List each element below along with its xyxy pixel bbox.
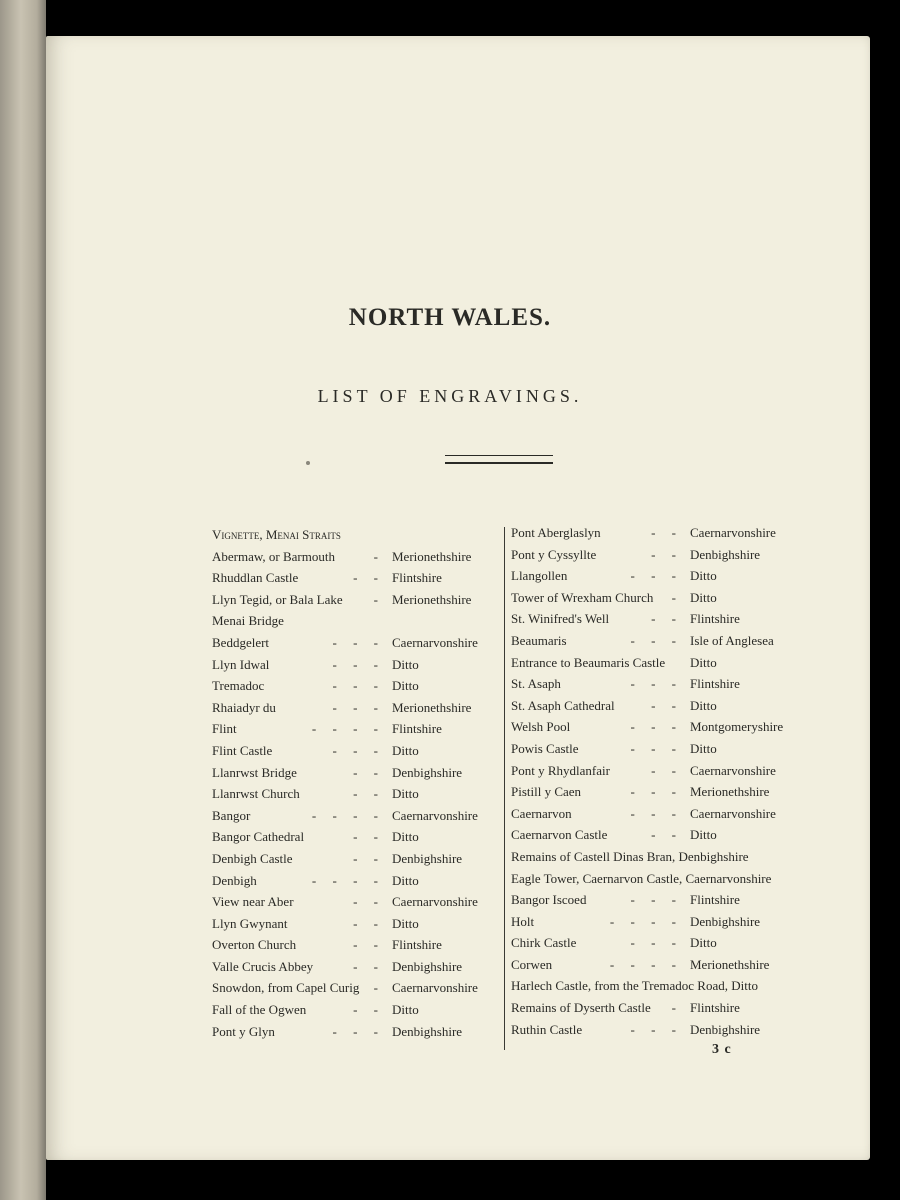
engraving-title: Denbigh Castle (212, 850, 293, 866)
engraving-title: Pont y Glyn (212, 1023, 275, 1039)
engraving-title: Welsh Pool (511, 719, 571, 735)
engraving-title: Chirk Castle (511, 935, 577, 951)
engraving-title: Tremadoc (212, 678, 265, 694)
county-name: Flintshire (690, 676, 740, 692)
list-item (212, 783, 502, 805)
list-item (212, 589, 502, 611)
county-name: Ditto (392, 829, 419, 845)
leader-dashes: - - - (332, 1023, 378, 1039)
list-item (212, 805, 502, 827)
county-name: Ditto (392, 656, 419, 672)
county-name: Merionethshire (392, 548, 472, 564)
list-item (511, 630, 811, 652)
engraving-title: Caernarvon (511, 805, 572, 821)
column-divider (504, 527, 505, 1050)
county-name: Denbighshire (690, 913, 761, 929)
engraving-title: Rhaiadyr du (212, 699, 276, 715)
engraving-title: Pont Aberglaslyn (511, 525, 601, 540)
list-item (511, 781, 811, 803)
list-item (212, 891, 502, 913)
county-name: Isle of Anglesea (690, 632, 774, 648)
engraving-title: Remains of Dyserth Castle (511, 1000, 651, 1016)
list-item (511, 1019, 811, 1041)
engraving-title: Llanrwst Bridge (212, 764, 297, 780)
leader-dashes: - - (353, 937, 378, 953)
engraving-title: Snowdon, from Capel Curig (212, 980, 360, 996)
list-item (511, 932, 811, 954)
engraving-title: Pont y Rhydlanfair (511, 762, 610, 778)
list-item (511, 868, 811, 890)
leader-dashes: - (671, 589, 676, 605)
county-name: Ditto (690, 935, 717, 951)
leader-dashes: - (373, 548, 378, 564)
county-name: Denbighshire (392, 850, 463, 866)
list-item (212, 870, 502, 892)
county-name: Ditto (392, 872, 419, 888)
county-name: Ditto (690, 654, 717, 670)
leader-dashes: - - (651, 546, 676, 562)
engraving-title: Llyn Gwynant (212, 915, 288, 931)
list-item (511, 911, 811, 933)
previous-page-edge (0, 0, 46, 1200)
engraving-title: Caernarvon Castle (511, 827, 608, 843)
list-item (212, 999, 502, 1021)
engraving-title: Pont y Cyssyllte (511, 546, 597, 562)
engraving-entry: Eagle Tower, Caernarvon Castle, Caernarvonshire (511, 870, 772, 886)
county-name: Flintshire (690, 892, 740, 908)
list-item (212, 762, 502, 784)
county-name: Caernarvonshire (690, 525, 776, 540)
list-item (212, 632, 502, 654)
list-item (511, 889, 811, 911)
engraving-entry: Harlech Castle, from the Tremadoc Road, Ditto (511, 978, 758, 994)
list-item (212, 697, 502, 719)
engraving-title: Flint Castle (212, 742, 273, 758)
list-item (511, 565, 811, 587)
leader-dashes: - - - (332, 634, 378, 650)
list-item (511, 738, 811, 760)
engraving-title: Bangor (212, 807, 251, 823)
county-name: Denbighshire (392, 1023, 463, 1039)
engraving-title: Tower of Wrexham Church (511, 589, 654, 605)
engraving-title: Menai Bridge (212, 613, 284, 629)
list-item (511, 975, 811, 997)
engraving-title: Ruthin Castle (511, 1021, 583, 1037)
leader-dashes: - - (353, 786, 378, 802)
engraving-title: St. Winifred's Well (511, 611, 610, 627)
leader-dashes: - - (353, 850, 378, 866)
leader-dashes: - - (651, 827, 676, 843)
list-item (212, 740, 502, 762)
engraving-title: Fall of the Ogwen (212, 1002, 307, 1018)
county-name: Ditto (392, 1002, 419, 1018)
leader-dashes: - - - (630, 632, 676, 648)
leader-dashes: - - - (630, 740, 676, 756)
engraving-title: Vignette, Menai Straits (212, 527, 341, 542)
leader-dashes: - - - - (311, 807, 378, 823)
list-item (511, 652, 811, 674)
county-name: Denbighshire (690, 1021, 761, 1037)
county-name: Caernarvonshire (690, 762, 776, 778)
list-item (212, 1021, 502, 1043)
engraving-title: Holt (511, 913, 535, 929)
engraving-title: Llangollen (511, 568, 568, 584)
county-name: Merionethshire (392, 699, 472, 715)
county-name: Denbighshire (392, 764, 463, 780)
leader-dashes: - (373, 980, 378, 996)
leader-dashes: - - - - (609, 913, 676, 929)
leader-dashes: - - (651, 762, 676, 778)
leader-dashes: - - (353, 570, 378, 586)
county-name: Ditto (392, 786, 419, 802)
leader-dashes: - - - (332, 699, 378, 715)
engraving-title: Beddgelert (212, 634, 270, 650)
folio-signature: 3 c (712, 1042, 732, 1057)
list-item (212, 848, 502, 870)
paper-speck (306, 461, 310, 465)
leader-dashes: - - - (630, 568, 676, 584)
county-name: Ditto (690, 568, 717, 584)
engraving-title: Pistill y Caen (511, 784, 582, 800)
county-name: Denbighshire (690, 546, 761, 562)
leader-dashes: - - (353, 764, 378, 780)
leader-dashes: - - (353, 829, 378, 845)
county-name: Ditto (690, 740, 717, 756)
leader-dashes: - - - - (609, 956, 676, 972)
county-name: Denbighshire (392, 958, 463, 974)
engraving-title: Overton Church (212, 937, 297, 953)
engraving-title: Flint (212, 721, 237, 737)
list-item (511, 760, 811, 782)
list-item (511, 846, 811, 868)
engraving-title: Llanrwst Church (212, 786, 300, 802)
leader-dashes: - - - (630, 784, 676, 800)
county-name: Flintshire (392, 721, 442, 737)
county-name: Caernarvonshire (392, 894, 478, 910)
engravings-list-left (212, 524, 502, 1042)
county-name: Caernarvonshire (690, 805, 776, 821)
leader-dashes: - - - (630, 805, 676, 821)
leader-dashes: - - - (630, 935, 676, 951)
engraving-title: Abermaw, or Barmouth (212, 548, 335, 564)
county-name: Caernarvonshire (392, 980, 478, 996)
county-name: Flintshire (392, 570, 442, 586)
leader-dashes: - - - (332, 656, 378, 672)
county-name: Ditto (392, 678, 419, 694)
engraving-title: Entrance to Beaumaris Castle (511, 654, 666, 670)
county-name: Merionethshire (690, 784, 770, 800)
engraving-title: Bangor Cathedral (212, 829, 305, 845)
list-item (212, 675, 502, 697)
list-item (511, 803, 811, 825)
county-name: Flintshire (690, 1000, 740, 1016)
leader-dashes: - - (651, 525, 676, 540)
county-name: Montgomeryshire (690, 719, 784, 735)
leader-dashes: - (671, 1000, 676, 1016)
list-item (511, 673, 811, 695)
engraving-title: Powis Castle (511, 740, 579, 756)
page-title: NORTH WALES. (348, 304, 552, 331)
county-name: Ditto (690, 589, 717, 605)
engraving-title: Llyn Tegid, or Bala Lake (212, 591, 343, 607)
leader-dashes: - - - (630, 892, 676, 908)
engraving-title: Llyn Idwal (212, 656, 270, 672)
list-item (212, 718, 502, 740)
leader-dashes: - - - (332, 678, 378, 694)
engraving-title: Beaumaris (511, 632, 567, 648)
list-item (212, 977, 502, 999)
list-item (212, 654, 502, 676)
list-item (212, 826, 502, 848)
county-name: Ditto (392, 915, 419, 931)
list-item (212, 913, 502, 935)
list-item (511, 587, 811, 609)
list-item (212, 567, 502, 589)
list-item (511, 695, 811, 717)
county-name: Merionethshire (392, 591, 472, 607)
engraving-title: Corwen (511, 956, 553, 972)
engraving-title: Bangor Iscoed (511, 892, 587, 908)
leader-dashes: - (373, 591, 378, 607)
list-item (511, 608, 811, 630)
leader-dashes: - - (651, 611, 676, 627)
list-item (212, 524, 502, 546)
list-item (212, 610, 502, 632)
county-name: Ditto (392, 742, 419, 758)
engraving-entry: Remains of Castell Dinas Bran, Denbighshire (511, 848, 749, 864)
engravings-list-right (511, 522, 811, 1040)
leader-dashes: - - (353, 1002, 378, 1018)
double-rule-divider (445, 455, 553, 464)
county-name: Ditto (690, 827, 717, 843)
leader-dashes: - - - - (311, 872, 378, 888)
leader-dashes: - - (353, 894, 378, 910)
county-name: Flintshire (690, 611, 740, 627)
engraving-title: Valle Crucis Abbey (212, 958, 314, 974)
leader-dashes: - - (353, 958, 378, 974)
county-name: Flintshire (392, 937, 442, 953)
engraving-title: St. Asaph (511, 676, 561, 692)
leader-dashes: - - - (630, 676, 676, 692)
list-item (212, 956, 502, 978)
leader-dashes: - - - - (311, 721, 378, 737)
county-name: Ditto (690, 697, 717, 713)
list-item (212, 934, 502, 956)
list-item (212, 546, 502, 568)
engraving-title: Rhuddlan Castle (212, 570, 299, 586)
page-subtitle: LIST OF ENGRAVINGS. (317, 386, 583, 406)
county-name: Caernarvonshire (392, 807, 478, 823)
county-name: Merionethshire (690, 956, 770, 972)
list-item (511, 716, 811, 738)
list-item (511, 997, 811, 1019)
list-item (511, 522, 811, 544)
engraving-title: View near Aber (212, 894, 294, 910)
leader-dashes: - - - (630, 719, 676, 735)
leader-dashes: - - (353, 915, 378, 931)
list-item (511, 954, 811, 976)
leader-dashes: - - - (332, 742, 378, 758)
county-name: Caernarvonshire (392, 634, 478, 650)
list-item (511, 824, 811, 846)
leader-dashes: - - (651, 697, 676, 713)
leader-dashes: - - - (630, 1021, 676, 1037)
engraving-title: Denbigh (212, 872, 257, 888)
engraving-title: St. Asaph Cathedral (511, 697, 615, 713)
list-item (511, 544, 811, 566)
